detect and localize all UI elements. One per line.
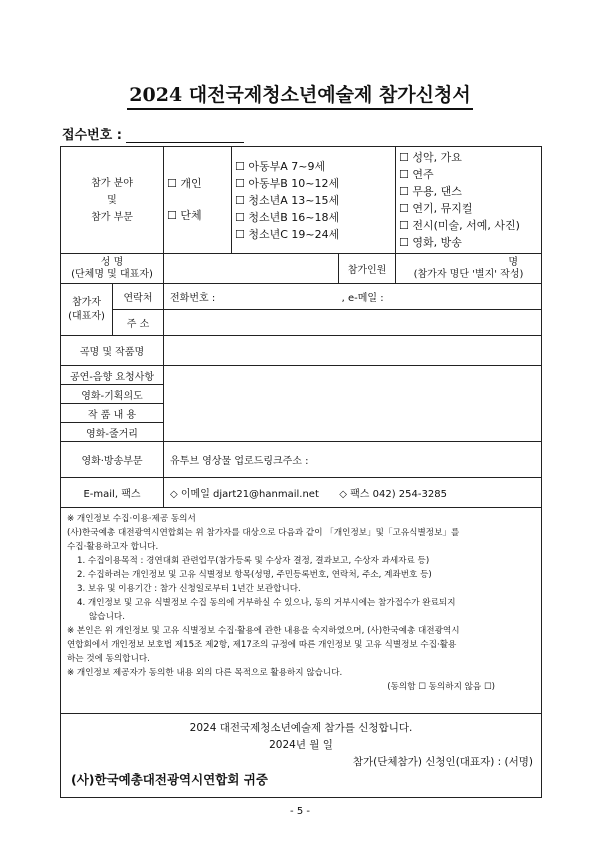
checkbox-youth-a[interactable]: ☐ 청소년A 13~15세 xyxy=(235,193,340,207)
people-note: (참가자 명단 '별지' 작성) xyxy=(413,268,524,280)
receipt-number-field[interactable] xyxy=(126,130,244,143)
address-label: 주 소 xyxy=(113,310,164,336)
recipient: (사)한국예총대전광역시연합회 귀중 xyxy=(71,772,268,787)
submit-email: ◇ 이메일 djart21@hanmail.net xyxy=(170,489,319,500)
people-label: 참가인원 xyxy=(339,254,396,284)
name-field[interactable] xyxy=(164,254,339,284)
name-label: 성 명 (단체명 및 대표자) xyxy=(61,254,164,284)
checkbox-age-b[interactable]: ☐ 아동부B 10~12세 xyxy=(235,176,340,190)
checkbox-exhibition[interactable]: ☐ 전시(미술, 서예, 사진) xyxy=(399,219,520,232)
consent-heading: ※ 개인정보 수집·이용·제공 동의서 xyxy=(67,514,196,524)
checkbox-dance[interactable]: ☐ 무용, 댄스 xyxy=(399,185,462,198)
page-number: - 5 - xyxy=(290,806,310,817)
broadcast-label: 영화·방송부문 xyxy=(61,442,164,478)
consent-checkboxes[interactable]: (동의함 ☐ 동의하지 않음 ☐) xyxy=(387,682,496,692)
song-label: 곡명 및 작품명 xyxy=(61,336,164,366)
checkbox-vocal[interactable]: ☐ 성악, 가요 xyxy=(399,151,462,164)
content-field[interactable] xyxy=(164,366,542,442)
address-field[interactable] xyxy=(164,310,542,336)
checkbox-film[interactable]: ☐ 영화, 방송 xyxy=(399,236,462,249)
field-options xyxy=(396,147,542,254)
checkbox-individual[interactable]: ☐ 개인 xyxy=(167,177,202,190)
form-title: 2024 대전국제청소년예술제 참가신청서 xyxy=(0,80,600,107)
people-field[interactable] xyxy=(396,254,542,284)
apply-statement: 2024 대전국제청소년예술제 참가를 신청합니다. xyxy=(189,722,413,734)
privacy-consent: ※ 개인정보 수집·이용·제공 동의서 (사)한국예총 대전광역시연합회는 위 참가자를 대상으로 다음과 같이 「개인정보」및「고유식별정보」를 수집·활용하고자 합니다. 1. 수집이용목적 : 경연대회 관련업무(참가등록 및 수상자 결정, 결과보고, 수상자 과세자료 등) 2. 수집하려는 개인정보 및 고유 식별정보 항목(성명, 주민등록번호, 연락처, 주소, 계좌번호 등) 3. 보유 및 이용기간 : 참가 신청일로부터 1년간 보관합니다. 4. 개인정보 및 고유 식별정보 수집 동의에 거부하실 수 있으나, 동의 거부시에는 참가접수가 완료되지 않습니다. ※ 본인은 위 개인정보 및 고유 식별정보 수집·활용에 관한 내용을 숙지하였으며, (사)한국예총 대전광역시 연합회에서 개인정보 보호법 제15조 제2항, 제17조의 규정에 따른 개인정보 및 고유 식별정보 수집·활용 하는 것에 동의합니다. ※ 개인정보 제공자가 동의한 내용 외의 다른 목적으로 활용하지 않습니다. (동의함 ☐ 동의하지 않음 ☐) xyxy=(61,508,542,714)
phone-label: 전화번호 : xyxy=(170,293,216,304)
email-label: , e-메일 : xyxy=(341,293,384,304)
sound-request-label: 공연-음향 요청사항 xyxy=(61,366,164,385)
checkbox-age-a[interactable]: ☐ 아동부A 7~9세 xyxy=(235,159,326,173)
film-synopsis-label: 영화-줄거리 xyxy=(61,423,164,442)
checkbox-acting[interactable]: ☐ 연기, 뮤지컬 xyxy=(399,202,473,215)
application-statement xyxy=(61,714,542,798)
apply-date[interactable]: 2024년 월 일 xyxy=(269,739,333,751)
submit-info xyxy=(164,478,542,508)
participant-type-options xyxy=(164,147,232,254)
checkbox-youth-c[interactable]: ☐ 청소년C 19~24세 xyxy=(235,227,340,241)
work-content-label: 작 품 내 용 xyxy=(61,404,164,423)
contact-label: 연락처 xyxy=(113,284,164,310)
receipt-number: 접수번호 : xyxy=(62,124,244,143)
people-unit: 명 xyxy=(508,256,519,268)
checkbox-youth-b[interactable]: ☐ 청소년B 16~18세 xyxy=(235,210,340,224)
checkbox-group[interactable]: ☐ 단체 xyxy=(167,209,202,222)
application-form xyxy=(60,146,542,798)
contact-field[interactable] xyxy=(164,284,542,310)
submit-label: E-mail, 팩스 xyxy=(61,478,164,508)
checkbox-instrument[interactable]: ☐ 연주 xyxy=(399,168,434,181)
submit-fax: ◇ 팩스 042) 254-3285 xyxy=(339,489,447,500)
youtube-link-field[interactable]: 유투브 영상물 업로드링크주소 : xyxy=(164,442,542,478)
applicant-signature[interactable]: 참가(단체참가) 신청인(대표자) : (서명) xyxy=(352,756,534,768)
film-intent-label: 영화-기획의도 xyxy=(61,385,164,404)
song-field[interactable] xyxy=(164,336,542,366)
category-label: 참가 분야 및 참가 부문 xyxy=(61,147,164,254)
participant-label: 참가자 (대표자) xyxy=(61,284,113,336)
age-division-options xyxy=(232,147,396,254)
